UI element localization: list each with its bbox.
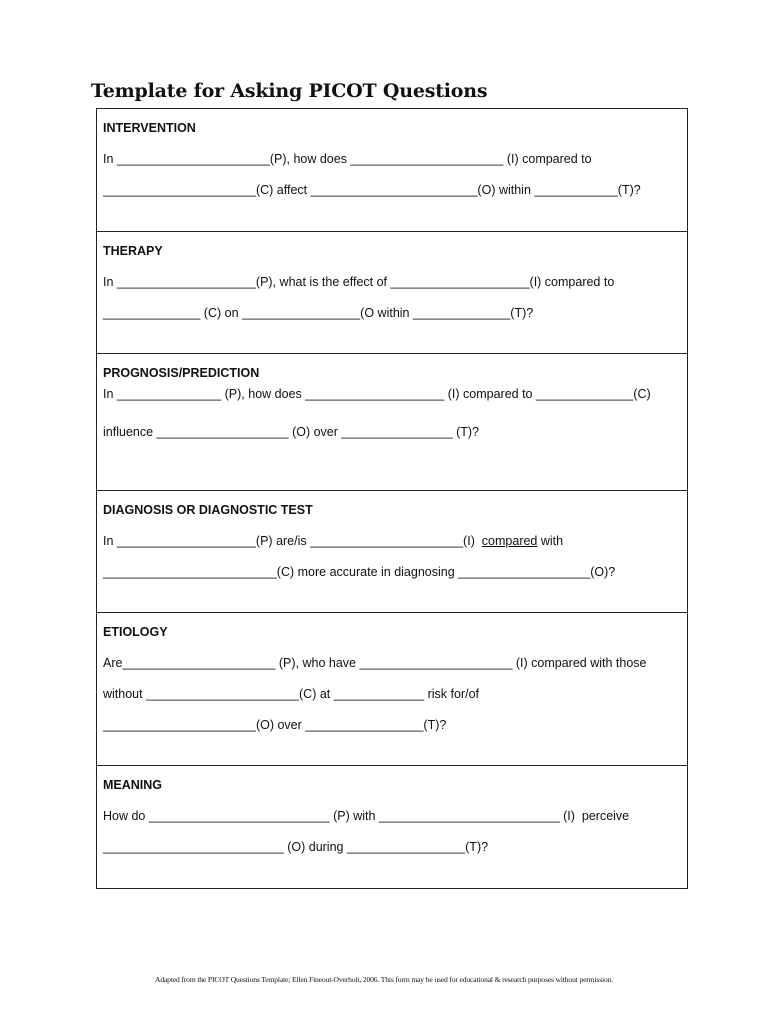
template-line: Are______________________ (P), who have ______________________ (I) compared with those xyxy=(103,656,647,670)
template-line: ______________________(C) affect ________________________(O) within ____________(T)? xyxy=(103,183,641,197)
page-title: Template for Asking PICOT Questions xyxy=(91,80,488,102)
template-line: _________________________(C) more accurate in diagnosing ___________________(O)? xyxy=(103,565,616,579)
section-heading: ETIOLOGY xyxy=(103,625,168,639)
section-diagnosis xyxy=(97,490,687,613)
template-line: without ______________________(C) at _____________ risk for/of xyxy=(103,687,479,701)
section-therapy xyxy=(97,231,687,354)
template-line: ______________ (C) on _________________(O within ______________(T)? xyxy=(103,306,534,320)
picot-template-table xyxy=(96,108,688,889)
section-heading: DIAGNOSIS OR DIAGNOSTIC TEST xyxy=(103,503,313,517)
section-heading: MEANING xyxy=(103,778,163,792)
footnote: Adapted from the PICOT Questions Template; Ellen Fineout-Overholt, 2006. This form may be used for educational & research purposes without permission. xyxy=(154,975,614,984)
section-etiology xyxy=(97,612,687,766)
section-prognosis-prediction xyxy=(97,353,687,491)
template-line: How do __________________________ (P) with __________________________ (I) perceive xyxy=(103,809,630,823)
section-heading: PROGNOSIS/PREDICTION xyxy=(103,366,260,380)
template-line: In _______________ (P), how does ____________________ (I) compared to ______________(C) xyxy=(103,387,651,401)
underlined-word: compared xyxy=(481,534,538,548)
section-heading: THERAPY xyxy=(103,244,163,258)
section-meaning xyxy=(97,765,687,890)
section-heading: INTERVENTION xyxy=(103,121,196,135)
template-line: __________________________ (O) during _________________(T)? xyxy=(103,840,489,854)
template-line: influence ___________________ (O) over ________________ (T)? xyxy=(103,425,479,439)
template-line: In ____________________(P), what is the effect of ____________________(I) compared to xyxy=(103,275,615,289)
section-intervention xyxy=(97,109,687,231)
template-line: ______________________(O) over _________________(T)? xyxy=(103,718,447,732)
line-text: In ____________________(P) are/is ______________________(I) xyxy=(103,534,482,548)
line-text: with xyxy=(537,534,564,548)
template-line xyxy=(103,534,563,548)
template-line: In ______________________(P), how does ______________________ (I) compared to xyxy=(103,152,592,166)
